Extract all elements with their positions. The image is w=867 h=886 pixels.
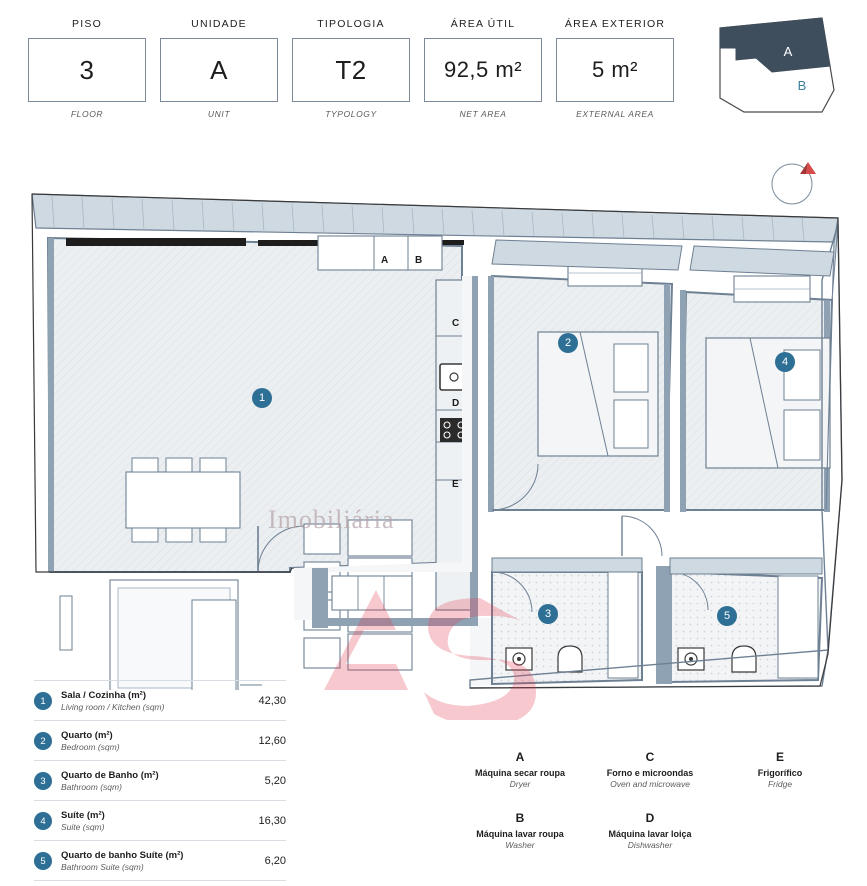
- legend-number: 5: [34, 852, 52, 870]
- appliance-letter: C: [645, 750, 655, 764]
- appliance-item-e: [715, 750, 845, 789]
- appliance-label-pt: Máquina lavar loiça: [608, 829, 692, 839]
- spec-external-area: [556, 18, 674, 119]
- spec-typology-value: T2: [335, 54, 367, 85]
- appliance-label-pt: Máquina lavar roupa: [476, 829, 564, 839]
- spec-net-area-sub: NET AREA: [459, 109, 507, 119]
- appliance-letter: A: [515, 750, 525, 764]
- spec-net-area-box: [424, 38, 542, 102]
- plan-marker-3[interactable]: 3: [538, 604, 558, 624]
- legend-number: 2: [34, 732, 52, 750]
- legend-texts: [61, 730, 250, 753]
- legend-value: 12,60: [258, 735, 286, 747]
- legend-value: 16,30: [258, 815, 286, 827]
- appliance-letter: B: [515, 811, 525, 825]
- spec-net-area-title: ÁREA ÚTIL: [450, 18, 516, 30]
- legend-texts: [61, 850, 257, 873]
- spec-typology-sub: TYPOLOGY: [325, 109, 377, 119]
- spec-net-area-value: 92,5 m²: [443, 57, 523, 82]
- legend-number: 1: [34, 692, 52, 710]
- legend-texts: [61, 690, 250, 713]
- legend-number: 4: [34, 812, 52, 830]
- plan-letter-e: E: [452, 479, 459, 490]
- appliance-label-en: Washer: [505, 840, 535, 850]
- legend-label-pt: Quarto de Banho (m²): [61, 769, 159, 781]
- legend-number: 3: [34, 772, 52, 790]
- plan-marker-5[interactable]: 5: [717, 606, 737, 626]
- legend-row: [34, 801, 286, 841]
- spec-unit-value: A: [210, 54, 228, 85]
- spec-typology: [292, 18, 410, 119]
- legend-row: [34, 841, 286, 881]
- spec-row: [28, 18, 674, 119]
- legend-row: [34, 761, 286, 801]
- legend-value: 5,20: [264, 775, 286, 787]
- legend-value: 6,20: [264, 855, 286, 867]
- appliance-label-pt: Forno e microondas: [606, 768, 694, 778]
- plan-marker-4[interactable]: 4: [775, 352, 795, 372]
- legend-row: [34, 721, 286, 761]
- legend-label-en: Suite (sqm): [61, 821, 105, 832]
- plan-letter-d: D: [452, 398, 460, 409]
- spec-external-area-title: ÁREA EXTERIOR: [564, 18, 666, 30]
- plan-marker-2[interactable]: 2: [558, 333, 578, 353]
- keyplan-label-b: B: [797, 78, 807, 93]
- appliance-label-en: Fridge: [767, 779, 793, 789]
- appliance-label-en: Dishwasher: [627, 840, 673, 850]
- legend-label-pt: Quarto (m²): [61, 729, 113, 741]
- legend-label-en: Bathroom (sqm): [61, 781, 122, 792]
- spec-external-area-box: [556, 38, 674, 102]
- appliance-item-c: [585, 750, 715, 789]
- spec-net-area: [424, 18, 542, 119]
- spec-external-area-sub: EXTERNAL AREA: [576, 109, 654, 119]
- legend-label-pt: Suíte (m²): [61, 809, 105, 821]
- plan-letter-c: C: [452, 318, 460, 329]
- appliance-item-a: [455, 750, 585, 789]
- spec-external-area-value: 5 m²: [592, 57, 638, 82]
- legend-label-pt: Sala / Cozinha (m²): [61, 689, 146, 701]
- appliance-legend: [455, 750, 845, 850]
- legend-label-en: Bedroom (sqm): [61, 741, 120, 752]
- plan-marker-1[interactable]: 1: [252, 388, 272, 408]
- spec-unit: [160, 18, 278, 119]
- appliance-item-d: [585, 811, 715, 850]
- plan-letter-a: A: [381, 255, 389, 266]
- appliance-item-empty: [715, 811, 845, 850]
- spec-unit-box: [160, 38, 278, 102]
- area-legend: [34, 680, 286, 881]
- appliance-letter: E: [775, 750, 784, 764]
- spec-floor-title: PISO: [72, 18, 102, 30]
- spec-unit-title: UNIDADE: [191, 18, 247, 30]
- legend-label-en: Living room / Kitchen (sqm): [61, 701, 165, 712]
- legend-row: [34, 680, 286, 721]
- appliance-item-b: [455, 811, 585, 850]
- spec-typology-title: TIPOLOGIA: [317, 18, 385, 30]
- spec-floor: [28, 18, 146, 119]
- appliance-label-en: Oven and microwave: [610, 779, 690, 789]
- legend-value: 42,30: [258, 695, 286, 707]
- appliance-label-pt: Frigorífico: [757, 768, 803, 778]
- appliance-letter: D: [645, 811, 655, 825]
- legend-texts: [61, 810, 250, 833]
- legend-label-pt: Quarto de banho Suíte (m²): [61, 849, 184, 861]
- spec-floor-box: [28, 38, 146, 102]
- legend-label-en: Bathroom Suite (sqm): [61, 861, 144, 872]
- appliance-label-en: Dryer: [509, 779, 531, 789]
- spec-floor-value: 3: [79, 54, 95, 85]
- plan-letter-b: B: [415, 255, 423, 266]
- keyplan-label-a: A: [783, 44, 793, 59]
- watermark-text: Imobiliária: [268, 505, 395, 534]
- spec-floor-sub: FLOOR: [70, 109, 104, 119]
- spec-unit-sub: UNIT: [207, 109, 231, 119]
- key-plan: [712, 14, 842, 118]
- appliance-label-pt: Máquina secar roupa: [474, 768, 566, 778]
- legend-texts: [61, 770, 257, 793]
- spec-typology-box: [292, 38, 410, 102]
